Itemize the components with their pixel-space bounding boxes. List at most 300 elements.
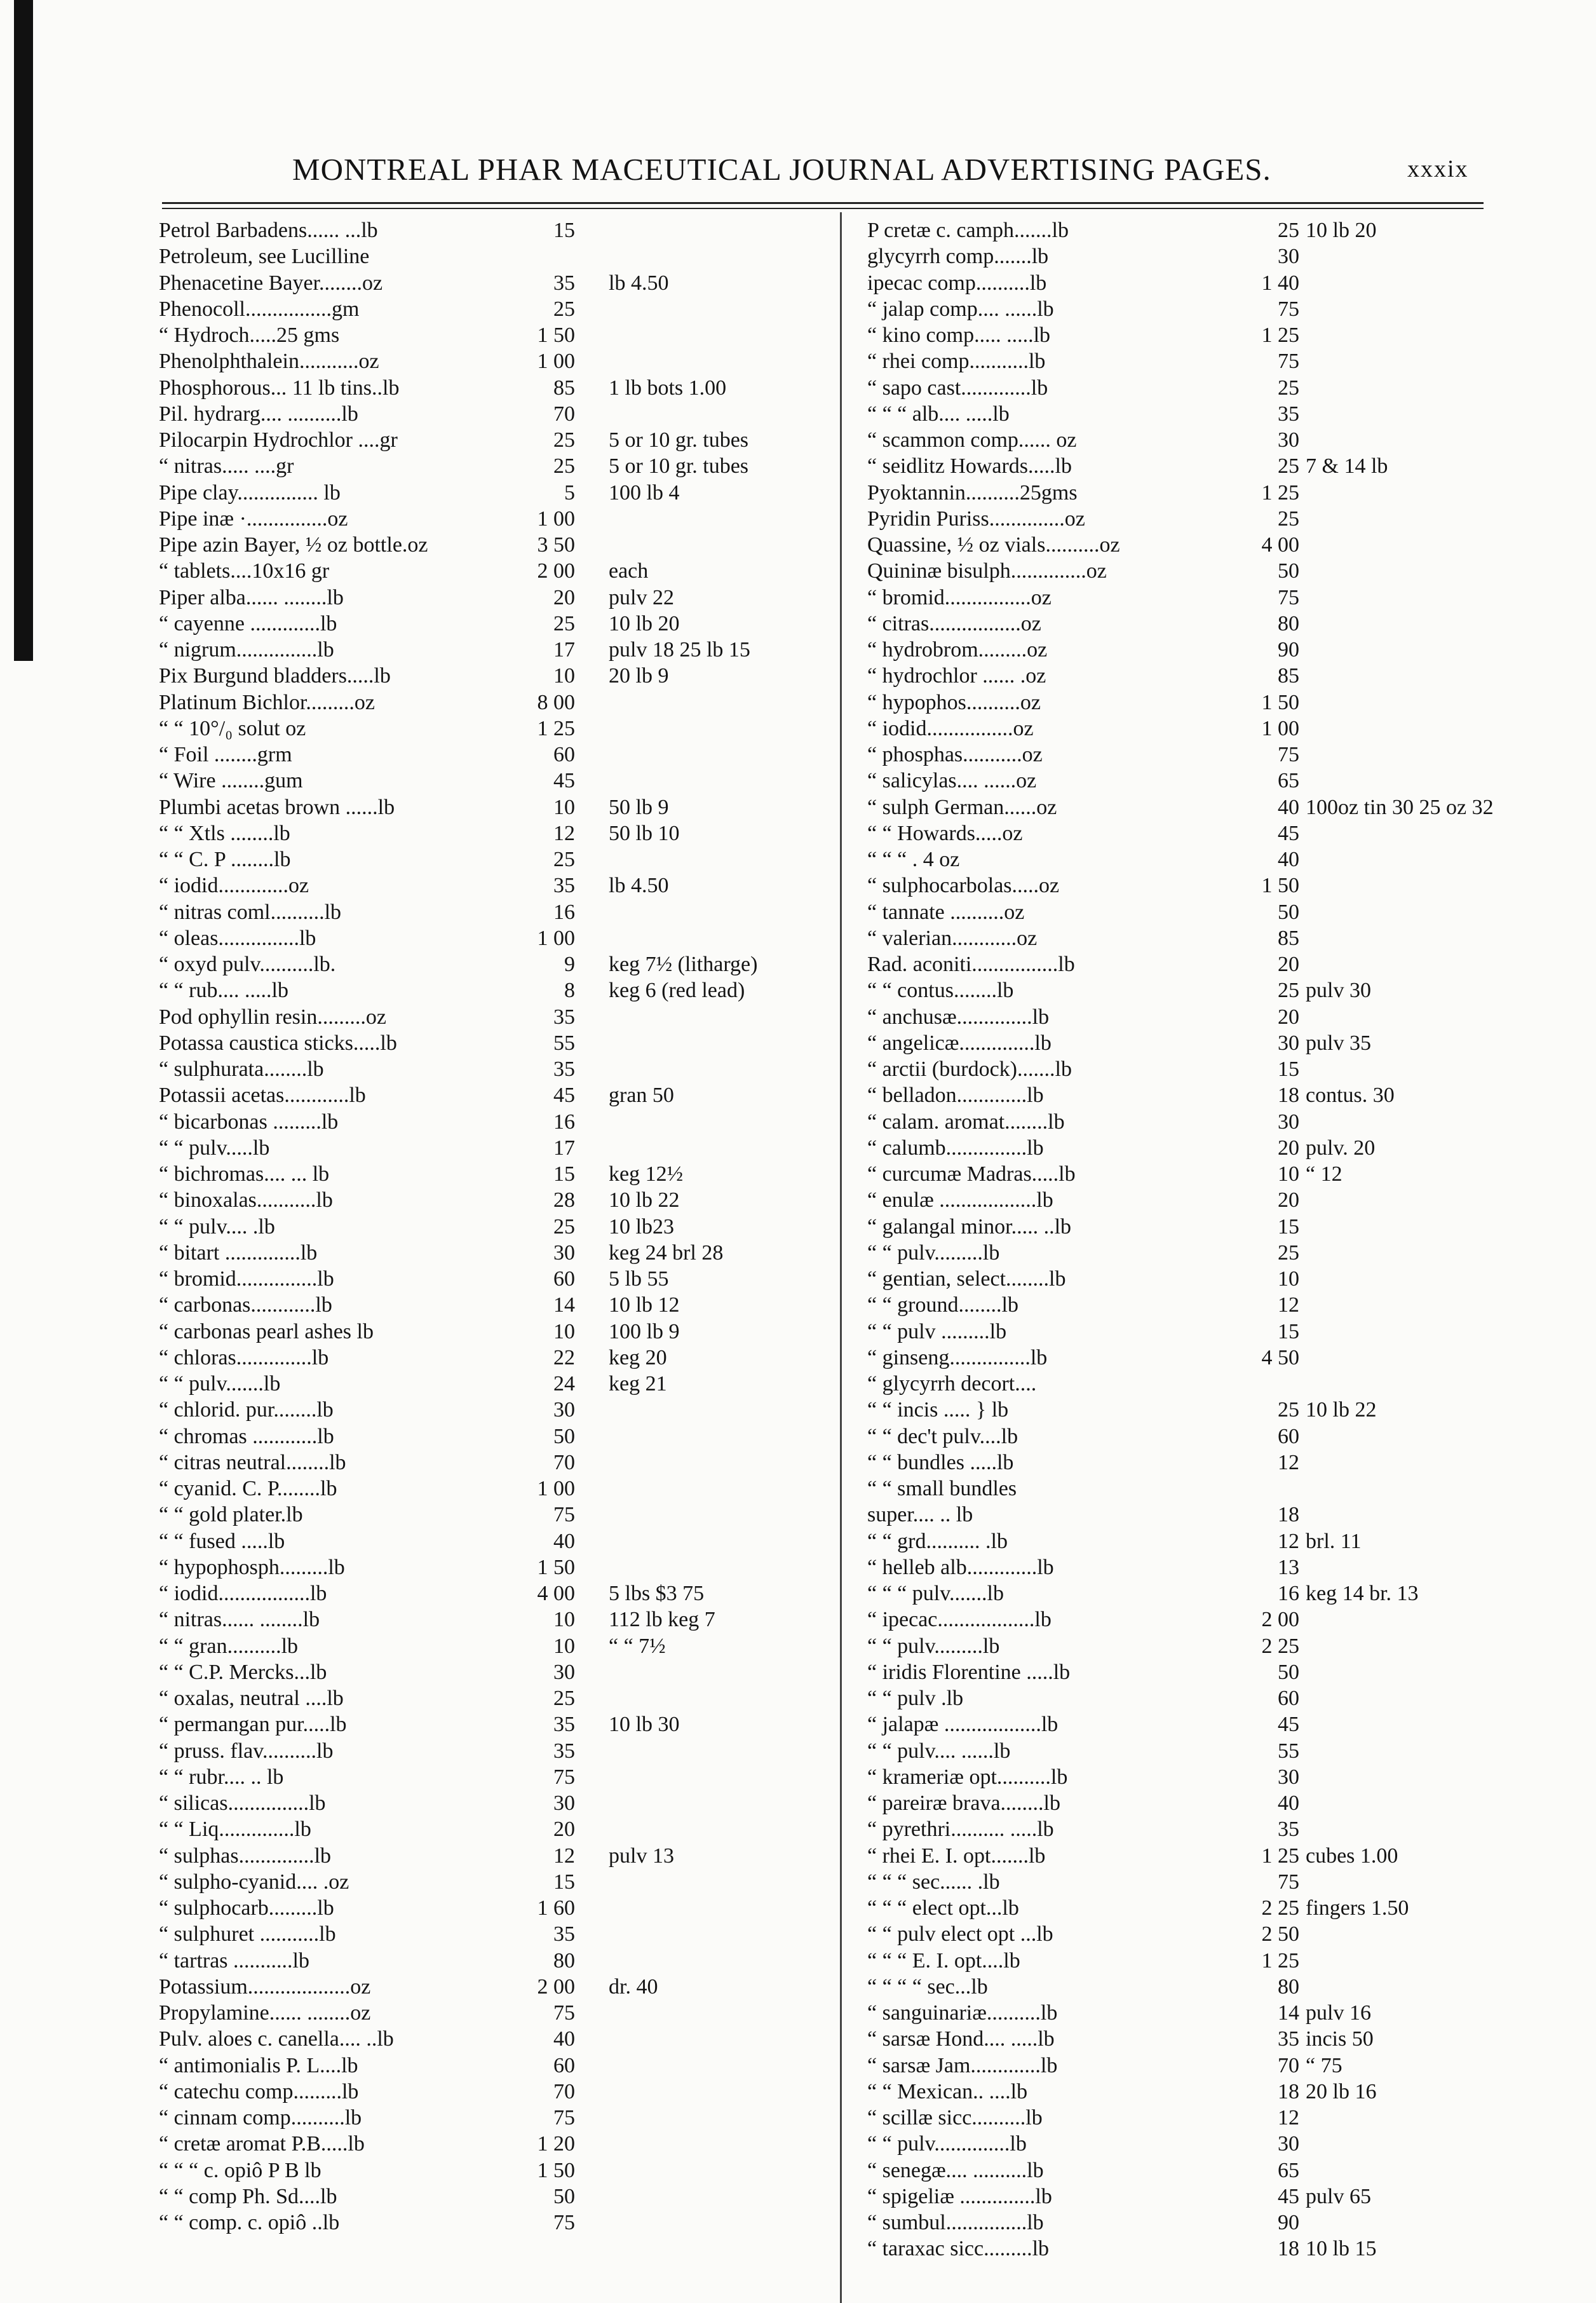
item-note: cubes 1.00 <box>1306 1844 1398 1868</box>
price-list-row <box>867 2079 1579 2105</box>
item-price: 1 50 <box>1261 874 1299 898</box>
item-name: “ “ pulv .lb <box>867 1687 964 1710</box>
item-name: “ antimonialis P. L....lb <box>159 2053 358 2077</box>
price-list-row <box>159 585 839 611</box>
item-price: 45 <box>1278 1713 1299 1737</box>
item-price: 14 <box>553 1293 575 1317</box>
item-price: 15 <box>1278 1319 1299 1343</box>
item-name: “ permangan pur.....lb <box>159 1713 347 1737</box>
item-price: 30 <box>553 1791 575 1815</box>
item-price: 15 <box>553 1162 575 1186</box>
item-price: 20 <box>1278 1005 1299 1029</box>
item-price: 35 <box>553 271 575 295</box>
item-price: 75 <box>553 2211 575 2234</box>
price-list-row <box>867 2131 1579 2157</box>
item-price: 75 <box>553 2001 575 2025</box>
price-list-row <box>867 1895 1579 1921</box>
item-name: “ taraxac sicc.........lb <box>867 2237 1050 2261</box>
item-name: “ oxalas, neutral ....lb <box>159 1687 344 1710</box>
item-price: 50 <box>553 1424 575 1448</box>
item-name: “ ipecac..................lb <box>867 1608 1052 1632</box>
item-name: “ “ dec't pulv....lb <box>867 1424 1018 1448</box>
item-price: 16 <box>553 1110 575 1134</box>
item-price: 8 <box>564 979 575 1003</box>
item-name: “ gentian, select........lb <box>867 1267 1066 1291</box>
item-price: 10 <box>553 795 575 819</box>
item-name: “ “ rubr.... .. lb <box>159 1765 284 1789</box>
item-price: 70 <box>1278 2053 1299 2077</box>
item-price: 40 <box>553 1529 575 1553</box>
item-price: 30 <box>553 1660 575 1684</box>
item-price: 45 <box>553 769 575 793</box>
item-price: 40 <box>1278 795 1299 819</box>
item-name: “ sulphuret ...........lb <box>159 1922 336 1946</box>
item-price: 60 <box>1278 1424 1299 1448</box>
price-list-row <box>867 899 1579 925</box>
item-price: 1 20 <box>537 2132 575 2156</box>
item-price: 12 <box>1278 1450 1299 1474</box>
price-list-row <box>159 1974 839 2000</box>
item-price: 3 50 <box>537 533 575 557</box>
item-price: 45 <box>1278 821 1299 845</box>
item-price: 15 <box>1278 1057 1299 1081</box>
item-price: 90 <box>1278 638 1299 662</box>
price-list-row <box>159 1319 839 1345</box>
price-list-row <box>867 690 1579 716</box>
item-price: 60 <box>553 1267 575 1291</box>
item-name: “ chloras..............lb <box>159 1345 329 1369</box>
item-name: “ chlorid. pur........lb <box>159 1398 334 1422</box>
item-price: 1 50 <box>1261 690 1299 714</box>
price-list-row <box>867 1711 1579 1737</box>
item-name: Pipe clay............... lb <box>159 480 341 505</box>
header-rule-double <box>162 208 1484 209</box>
item-price: 10 <box>1278 1162 1299 1186</box>
price-list-row <box>159 820 839 846</box>
item-note: keg 14 br. 13 <box>1306 1582 1419 1605</box>
item-price: 12 <box>553 821 575 845</box>
price-list-row <box>159 1109 839 1135</box>
price-list-row <box>867 558 1579 584</box>
item-price: 25 <box>553 1687 575 1710</box>
price-list-row <box>159 348 839 374</box>
item-name: “ tablets....10x16 gr <box>159 559 330 583</box>
item-price: 30 <box>1278 245 1299 269</box>
price-list-row <box>159 951 839 977</box>
item-name: Phenolphthalein...........oz <box>159 350 379 374</box>
item-name: “ ginseng...............lb <box>867 1345 1048 1369</box>
price-list-row <box>159 270 839 296</box>
item-name: “ scammon comp...... oz <box>867 428 1077 452</box>
item-price: 35 <box>553 1922 575 1946</box>
item-price: 13 <box>1278 1555 1299 1579</box>
item-price: 20 <box>1278 1188 1299 1213</box>
price-list-row <box>867 243 1579 269</box>
price-list-row <box>867 1685 1579 1711</box>
price-list-row <box>867 1580 1579 1607</box>
item-name: Pod ophyllin resin.........oz <box>159 1005 386 1029</box>
price-list-row <box>159 1843 839 1869</box>
item-note: “ 75 <box>1306 2053 1342 2077</box>
item-price: 18 <box>1278 1084 1299 1108</box>
price-list-row <box>867 794 1579 820</box>
item-note: 20 lb 16 <box>1306 2079 1377 2103</box>
item-name: “ iodid.................lb <box>159 1582 327 1605</box>
price-list-row <box>159 1659 839 1685</box>
item-name: “ angelicæ..............lb <box>867 1031 1052 1055</box>
item-name: “ sarsæ Hond.... .....lb <box>867 2027 1055 2051</box>
price-list-row <box>159 1450 839 1476</box>
item-price: 1 25 <box>1261 1948 1299 1973</box>
item-price: 65 <box>1278 769 1299 793</box>
item-name: “ cayenne .............lb <box>159 611 337 635</box>
item-price: 80 <box>1278 1974 1299 1999</box>
item-name: “ “ “ . 4 oz <box>867 848 960 871</box>
price-list-row <box>867 1816 1579 1842</box>
item-price: 35 <box>553 1739 575 1763</box>
item-name: “ “ 10°/₀ solut oz <box>159 716 306 740</box>
item-name: Petroleum, see Lucilline <box>159 245 370 269</box>
item-name: “ “ pulv.... ......lb <box>867 1739 1011 1763</box>
item-note: keg 6 (red lead) <box>609 979 745 1003</box>
price-list-row <box>159 1187 839 1213</box>
price-list-row <box>159 846 839 873</box>
price-list-row <box>867 1371 1579 1397</box>
item-price: 20 <box>1278 1136 1299 1160</box>
item-name: “ hydrochlor ...... .oz <box>867 664 1046 688</box>
item-price: 4 50 <box>1261 1345 1299 1369</box>
page-number: xxxix <box>1407 156 1469 182</box>
item-note: pulv 18 25 lb 15 <box>609 638 750 662</box>
price-list-row <box>867 1319 1579 1345</box>
item-name: “ rhei comp...........lb <box>867 350 1046 374</box>
item-name: super.... .. lb <box>867 1503 973 1527</box>
item-price: 17 <box>553 638 575 662</box>
item-name: “ bromid...............lb <box>159 1267 334 1291</box>
item-name: “ iodid.............oz <box>159 874 309 898</box>
price-list-row <box>867 1187 1579 1213</box>
item-price: 50 <box>1278 900 1299 924</box>
item-price: 25 <box>553 848 575 871</box>
item-name: “ “ gold plater.lb <box>159 1503 303 1527</box>
item-name: “ sulpho-cyanid.... .oz <box>159 1870 349 1894</box>
price-list-row <box>159 1161 839 1187</box>
price-list-row <box>159 1082 839 1108</box>
item-name: “ galangal minor..... ..lb <box>867 1214 1072 1239</box>
page-title: MONTREAL PHAR MACEUTICAL JOURNAL ADVERTISING PAGES. <box>292 152 1271 187</box>
price-list-row <box>867 2105 1579 2131</box>
price-list-row <box>159 1790 839 1816</box>
item-price: 75 <box>1278 1870 1299 1894</box>
item-name: “ nitras coml..........lb <box>159 900 342 924</box>
item-name: “ curcumæ Madras.....lb <box>867 1162 1076 1186</box>
item-name: “ catechu comp.........lb <box>159 2079 359 2103</box>
item-price: 1 50 <box>537 1555 575 1579</box>
item-name: “ pareiræ brava........lb <box>867 1791 1060 1815</box>
price-list-row <box>867 270 1579 296</box>
item-price: 35 <box>1278 2027 1299 2051</box>
price-list-row <box>867 873 1579 899</box>
item-price: 35 <box>553 1005 575 1029</box>
price-list-row <box>867 1633 1579 1659</box>
item-price: 20 <box>553 1817 575 1842</box>
item-name: Petrol Barbadens...... ...lb <box>159 219 378 242</box>
item-name: “ “ “ sec...... .lb <box>867 1870 1000 1894</box>
item-price: 30 <box>1278 2132 1299 2156</box>
column-divider <box>840 212 842 2303</box>
item-name: “ belladon.............lb <box>867 1084 1044 1108</box>
item-name: “ sulphocarbolas.....oz <box>867 874 1060 898</box>
item-price: 35 <box>553 1057 575 1081</box>
item-name: “ “ rub.... .....lb <box>159 979 288 1003</box>
item-price: 70 <box>553 402 575 426</box>
item-name: “ jalapæ ..................lb <box>867 1713 1058 1737</box>
item-price: 60 <box>553 2053 575 2077</box>
price-list-row <box>867 480 1579 506</box>
item-name: “ carbonas pearl ashes lb <box>159 1319 374 1343</box>
item-price: 1 25 <box>1261 1844 1299 1868</box>
price-list-row <box>867 1764 1579 1790</box>
price-list-row <box>867 637 1579 663</box>
item-name: “ bicarbonas .........lb <box>159 1110 339 1134</box>
item-name: “ sulphas..............lb <box>159 1844 332 1868</box>
item-price: 75 <box>553 1765 575 1789</box>
item-note: 10 lb 15 <box>1306 2237 1377 2261</box>
price-list-row <box>867 846 1579 873</box>
price-list-row <box>867 1869 1579 1895</box>
price-list-row <box>159 1921 839 1947</box>
item-name: Pipe inæ ·...............oz <box>159 506 348 531</box>
price-list-row <box>159 1345 839 1371</box>
item-name: “ bromid................oz <box>867 585 1052 609</box>
item-note: 5 lb 55 <box>609 1267 669 1291</box>
price-list-row <box>867 2026 1579 2052</box>
item-name: “ hypophosph.........lb <box>159 1555 345 1579</box>
item-name: “ oxyd pulv..........lb. <box>159 953 336 976</box>
price-list-row <box>159 1895 839 1921</box>
item-name: “ kino comp..... .....lb <box>867 323 1051 347</box>
item-name: Piper alba...... ........lb <box>159 585 344 609</box>
item-price: 40 <box>553 2027 575 2051</box>
item-price: 1 25 <box>1261 323 1299 347</box>
price-list-row <box>159 1266 839 1292</box>
price-list-row <box>867 427 1579 453</box>
item-name: glycyrrh comp.......lb <box>867 245 1049 269</box>
item-price: 8 00 <box>537 690 575 714</box>
item-name: “ “ “ “ sec...lb <box>867 1974 988 1999</box>
item-price: 50 <box>553 2184 575 2208</box>
price-list-row <box>159 296 839 322</box>
price-list-right-column <box>867 217 1579 2262</box>
item-note: pulv 30 <box>1306 979 1371 1003</box>
item-name: “ pyrethri.......... .....lb <box>867 1817 1054 1842</box>
item-name: “ tartras ...........lb <box>159 1948 309 1973</box>
item-price: 60 <box>553 743 575 766</box>
item-name: “ nitras..... ....gr <box>159 454 294 479</box>
item-price: 15 <box>553 219 575 242</box>
item-name: “ citras.................oz <box>867 611 1041 635</box>
item-price: 25 <box>1278 1398 1299 1422</box>
item-price: 1 60 <box>537 1896 575 1920</box>
item-note: 50 lb 9 <box>609 795 669 819</box>
price-list-row <box>159 716 839 742</box>
price-list-row <box>159 1685 839 1711</box>
item-name: Pulv. aloes c. canella.... ..lb <box>159 2027 394 2051</box>
item-price: 2 25 <box>1261 1896 1299 1920</box>
price-list-row <box>159 1528 839 1554</box>
item-name: Potassa caustica sticks.....lb <box>159 1031 397 1055</box>
price-list-row <box>159 611 839 637</box>
item-name: “ iodid................oz <box>867 716 1034 740</box>
price-list-row <box>867 1921 1579 1947</box>
price-list-row <box>867 1607 1579 1633</box>
item-price: 1 50 <box>537 323 575 347</box>
item-price: 30 <box>1278 428 1299 452</box>
item-name: “ salicylas.... ......oz <box>867 769 1037 793</box>
item-note: 5 or 10 gr. tubes <box>609 428 749 452</box>
price-list-row <box>867 925 1579 951</box>
price-list-row <box>867 2236 1579 2262</box>
item-name: “ Wire ........gum <box>159 769 303 793</box>
price-list-row <box>159 1476 839 1502</box>
item-price: 2 25 <box>1261 1634 1299 1658</box>
item-name: “ oleas...............lb <box>159 926 316 950</box>
item-name: “ enulæ ..................lb <box>867 1188 1053 1213</box>
price-list-row <box>867 1292 1579 1318</box>
item-price: 24 <box>553 1372 575 1396</box>
price-list-row <box>867 1161 1579 1187</box>
item-price: 75 <box>553 1503 575 1527</box>
item-price: 10 <box>553 1634 575 1658</box>
item-price: 45 <box>1278 2184 1299 2208</box>
item-price: 25 <box>553 428 575 452</box>
price-list-row <box>867 1738 1579 1764</box>
price-list-row <box>867 2000 1579 2026</box>
price-list-row <box>867 1502 1579 1528</box>
price-list-row <box>159 1711 839 1737</box>
item-name: “ “ Howards.....oz <box>867 821 1023 845</box>
item-price: 15 <box>553 1870 575 1894</box>
price-list-row <box>867 1030 1579 1056</box>
item-note: gran 50 <box>609 1084 674 1108</box>
price-list-row <box>867 1397 1579 1423</box>
item-price: 35 <box>1278 402 1299 426</box>
price-list-row <box>159 1135 839 1161</box>
price-list-row <box>867 1214 1579 1240</box>
item-name: “ “ contus........lb <box>867 979 1014 1003</box>
item-name: “ calumb...............lb <box>867 1136 1044 1160</box>
price-list-row <box>159 532 839 558</box>
item-price: 25 <box>1278 454 1299 479</box>
item-name: “ senegæ.... ..........lb <box>867 2158 1044 2182</box>
item-note: 10 lb 12 <box>609 1293 680 1317</box>
item-price: 12 <box>1278 1293 1299 1317</box>
item-name: “ “ pulv .........lb <box>867 1319 1007 1343</box>
price-list-row <box>867 951 1579 977</box>
item-price: 25 <box>553 454 575 479</box>
price-list-row <box>159 1764 839 1790</box>
item-name: “ calam. aromat........lb <box>867 1110 1065 1134</box>
item-note: pulv 35 <box>1306 1031 1371 1055</box>
item-note: “ “ 7½ <box>609 1634 666 1658</box>
item-name: “ “ ground........lb <box>867 1293 1018 1317</box>
item-price: 50 <box>1278 1660 1299 1684</box>
price-list-row <box>867 1974 1579 2000</box>
item-name: Potassii acetas............lb <box>159 1084 366 1108</box>
item-price: 12 <box>1278 1529 1299 1553</box>
item-price: 9 <box>564 953 575 976</box>
item-price: 25 <box>1278 376 1299 400</box>
item-name: Phenacetine Bayer........oz <box>159 271 383 295</box>
price-list-row <box>867 1843 1579 1869</box>
item-price: 60 <box>1278 1687 1299 1710</box>
item-name: “ iridis Florentine .....lb <box>867 1660 1071 1684</box>
page-header <box>292 151 1576 187</box>
price-list-row <box>159 2000 839 2026</box>
item-price: 18 <box>1278 1503 1299 1527</box>
item-note: keg 12½ <box>609 1162 684 1186</box>
price-list-row <box>159 637 839 663</box>
item-name: “ binoxalas...........lb <box>159 1188 333 1213</box>
item-price: 25 <box>553 611 575 635</box>
item-name: “ spigeliæ ..............lb <box>867 2184 1052 2208</box>
item-name: “ “ “ alb.... .....lb <box>867 402 1010 426</box>
item-name: “ bichromas.... ... lb <box>159 1162 330 1186</box>
item-price: 1 00 <box>537 1477 575 1500</box>
item-note: lb 4.50 <box>609 271 669 295</box>
item-name: “ hydrobrom.........oz <box>867 638 1048 662</box>
item-note: keg 24 brl 28 <box>609 1240 724 1265</box>
item-note: 10 lb 20 <box>1306 219 1377 242</box>
price-list-row <box>867 1266 1579 1292</box>
item-price: 20 <box>553 585 575 609</box>
item-name: “ valerian............oz <box>867 926 1038 950</box>
item-name: “ tannate ..........oz <box>867 900 1025 924</box>
item-price: 2 50 <box>1261 1922 1299 1946</box>
item-name: Phosphorous... 11 lb tins..lb <box>159 376 400 400</box>
price-list-row <box>867 820 1579 846</box>
item-name: Pix Burgund bladders.....lb <box>159 664 391 688</box>
item-name: “ hypophos..........oz <box>867 690 1041 714</box>
item-price: 90 <box>1278 2211 1299 2234</box>
item-name: “ “ C. P ........lb <box>159 848 291 871</box>
item-price: 30 <box>553 1398 575 1422</box>
price-list-row <box>159 2184 839 2210</box>
price-list-row <box>867 2053 1579 2079</box>
price-list-row <box>159 2210 839 2236</box>
item-price: 40 <box>1278 848 1299 871</box>
price-list-row <box>867 663 1579 689</box>
item-price: 16 <box>1278 1582 1299 1605</box>
item-name: Pil. hydrarg.... ..........lb <box>159 402 358 426</box>
price-list-row <box>867 1790 1579 1816</box>
price-list-row <box>159 1423 839 1450</box>
item-name: “ rhei E. I. opt.......lb <box>867 1844 1046 1868</box>
item-price: 1 00 <box>537 350 575 374</box>
item-price: 25 <box>1278 506 1299 531</box>
price-list-row <box>159 899 839 925</box>
price-list-row <box>159 873 839 899</box>
item-name: “ sulphurata........lb <box>159 1057 324 1081</box>
price-list-row <box>159 1502 839 1528</box>
item-price: 85 <box>1278 926 1299 950</box>
item-price: 1 50 <box>537 2158 575 2182</box>
item-price: 30 <box>1278 1765 1299 1789</box>
price-list-row <box>159 506 839 532</box>
price-list-row <box>867 375 1579 401</box>
item-name: “ “ comp Ph. Sd....lb <box>159 2184 337 2208</box>
price-list-row <box>159 977 839 1003</box>
